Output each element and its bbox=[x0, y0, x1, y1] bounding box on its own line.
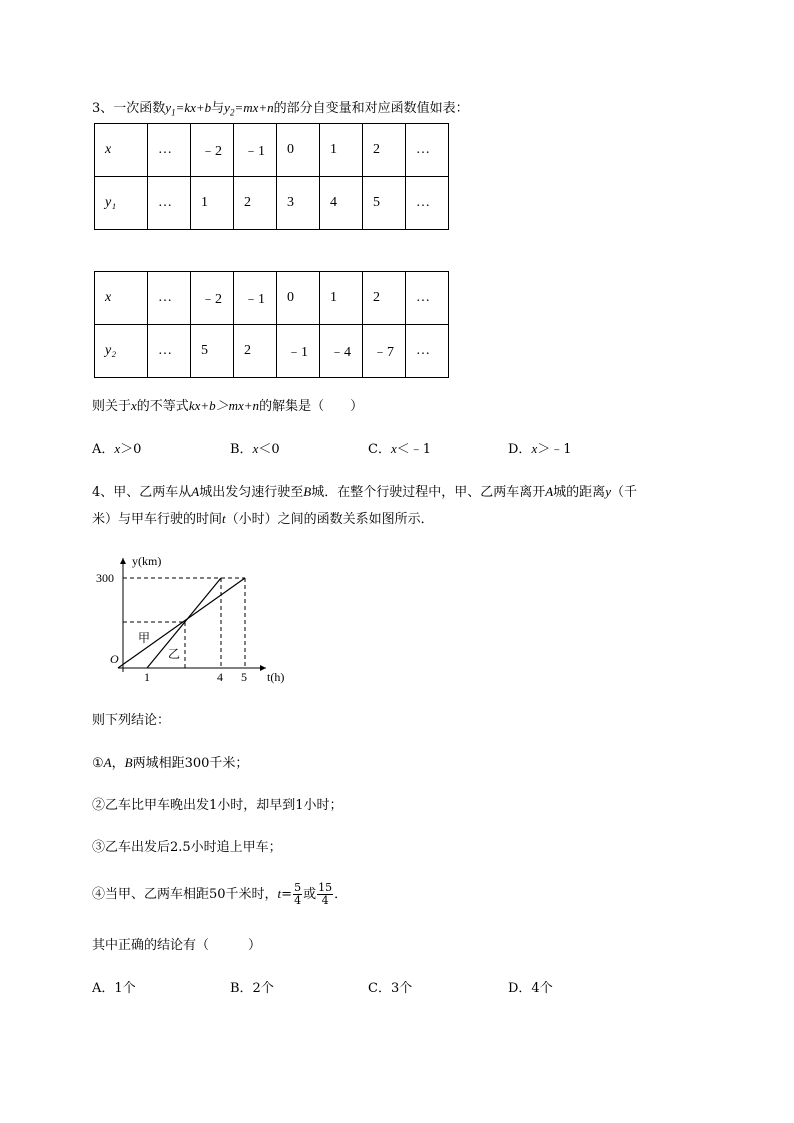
table-cell: ﹣1 bbox=[277, 325, 320, 378]
q4-text: 或 bbox=[303, 887, 317, 902]
q3-eq2: =mx+n bbox=[234, 100, 274, 115]
q3-number: 3、一次函数 bbox=[92, 101, 166, 116]
line-jia bbox=[118, 578, 245, 668]
option-var: x bbox=[531, 441, 538, 456]
q4-city-a: A bbox=[103, 755, 112, 770]
table-cell: … bbox=[406, 124, 449, 177]
x-axis-label: t(h) bbox=[267, 670, 285, 684]
fraction-numerator: 15 bbox=[318, 881, 333, 894]
q3-y2-sub: 2 bbox=[229, 107, 235, 118]
q4-which: 其中正确的结论有（ ） bbox=[92, 938, 262, 953]
option-label: C． bbox=[368, 442, 391, 457]
table-cell: … bbox=[406, 177, 449, 230]
q4-city-b: B bbox=[124, 755, 133, 770]
q3-with: 与 bbox=[211, 101, 225, 116]
q3-y1: y bbox=[165, 100, 172, 115]
origin-label: O bbox=[110, 652, 119, 666]
table-cell: 5 bbox=[363, 177, 406, 230]
q4-stem-line-2 bbox=[92, 510, 434, 529]
table-cell: 0 bbox=[277, 272, 320, 325]
q4-text: = bbox=[281, 887, 293, 902]
table-cell: 3 bbox=[277, 177, 320, 230]
table-cell: … bbox=[148, 272, 191, 325]
q3-question-part: 则关于 bbox=[92, 399, 132, 414]
line-yi bbox=[147, 578, 221, 668]
q4-city-b: B bbox=[303, 484, 312, 499]
q4-text: ． bbox=[334, 887, 348, 902]
table-cell: … bbox=[148, 124, 191, 177]
option-var: x bbox=[252, 441, 259, 456]
table-row bbox=[95, 272, 449, 325]
q3-question bbox=[92, 397, 363, 416]
x-tick-1: 1 bbox=[144, 670, 150, 684]
option-relation: ＜0 bbox=[258, 442, 280, 457]
q3-option-a[interactable] bbox=[92, 440, 141, 459]
table-cell: ﹣2 bbox=[191, 272, 234, 325]
fraction-denominator: 4 bbox=[321, 894, 329, 907]
q4-var-y: y bbox=[605, 484, 611, 499]
table-cell: … bbox=[406, 272, 449, 325]
q4-text: ， bbox=[111, 756, 125, 771]
table-cell: x bbox=[95, 124, 148, 177]
q3-question-inequality: kx+b＞mx+n bbox=[188, 398, 260, 413]
q4-text: 两城相距300千米； bbox=[132, 756, 249, 771]
table-row bbox=[95, 325, 449, 378]
option-label: A． bbox=[92, 442, 115, 457]
q4-option-b[interactable]: B．2个 bbox=[230, 981, 274, 996]
table-cell: ﹣1 bbox=[234, 124, 277, 177]
table-cell: ﹣2 bbox=[191, 124, 234, 177]
table-cell: ﹣1 bbox=[234, 272, 277, 325]
q4-conclusion-1 bbox=[92, 754, 248, 773]
q4-conclusion-3: ③乙车出发后2.5小时追上甲车； bbox=[92, 840, 282, 855]
option-relation: ＜﹣1 bbox=[396, 442, 432, 457]
q4-stem-line-1 bbox=[92, 483, 637, 502]
option-relation: ＞﹣1 bbox=[537, 442, 572, 457]
table-cell: 1 bbox=[320, 124, 363, 177]
q4-then: 则下列结论： bbox=[92, 713, 171, 728]
q4-option-d[interactable]: D．4个 bbox=[508, 981, 553, 996]
q4-text: ④当甲、乙两车相距50千米时， bbox=[92, 887, 278, 902]
option-label: D． bbox=[508, 442, 532, 457]
q3-question-part: 的解集是（ ） bbox=[259, 399, 364, 414]
table-cell: ﹣4 bbox=[320, 325, 363, 378]
q4-conclusion-2: ②乙车比甲车晚出发1小时，却早到1小时； bbox=[92, 798, 343, 813]
table-cell: 2 bbox=[363, 124, 406, 177]
q4-text: （千 bbox=[610, 485, 637, 500]
y-axis-label: y(km) bbox=[132, 554, 162, 568]
table-cell: 1 bbox=[191, 177, 234, 230]
table-cell: … bbox=[148, 325, 191, 378]
y-tick-300: 300 bbox=[96, 571, 114, 585]
q4-text: 4、甲、乙两车从 bbox=[92, 485, 192, 500]
table-cell: 2 bbox=[363, 272, 406, 325]
q4-text: （小时）之间的函数关系如图所示． bbox=[225, 512, 434, 527]
q4-city-a: A bbox=[191, 484, 200, 499]
x-tick-4: 4 bbox=[217, 670, 223, 684]
q4-var-t: t bbox=[277, 886, 282, 901]
table-cell: y₁ bbox=[95, 177, 148, 230]
label-jia: 甲 bbox=[138, 631, 151, 645]
fraction-numerator: 5 bbox=[294, 881, 302, 894]
q3-rest: 的部分自变量和对应函数值如表： bbox=[273, 101, 469, 116]
fraction-denominator: 4 bbox=[294, 894, 302, 907]
q4-text: 城．在整个行驶过程中，甲、乙两车离开 bbox=[311, 485, 546, 500]
table-cell: … bbox=[406, 325, 449, 378]
q4-var-t: t bbox=[222, 511, 226, 526]
x-tick-5: 5 bbox=[241, 670, 247, 684]
q4-text: 城出发匀速行驶至 bbox=[199, 485, 304, 500]
table-cell: 0 bbox=[277, 124, 320, 177]
table-cell: 1 bbox=[320, 272, 363, 325]
table-cell: x bbox=[95, 272, 148, 325]
label-yi: 乙 bbox=[168, 647, 181, 661]
table-cell: … bbox=[148, 177, 191, 230]
option-var: x bbox=[114, 441, 121, 456]
table-cell: y₂ bbox=[95, 325, 148, 378]
table-cell: 5 bbox=[191, 325, 234, 378]
table-cell: 2 bbox=[234, 177, 277, 230]
q4-city-a: A bbox=[545, 484, 554, 499]
conclusion-number: ① bbox=[92, 756, 104, 771]
q4-option-c[interactable]: C．3个 bbox=[368, 981, 413, 996]
q3-y2: y bbox=[224, 100, 230, 115]
q4-distance-time-graph bbox=[90, 550, 300, 690]
q3-table-2 bbox=[94, 271, 449, 378]
q3-option-b[interactable] bbox=[230, 440, 280, 459]
option-relation: ＞0 bbox=[120, 442, 142, 457]
q4-conclusion-4 bbox=[92, 877, 347, 912]
q3-table-1 bbox=[94, 123, 449, 230]
q3-question-part: 的不等式 bbox=[136, 399, 189, 414]
fraction-15-4 bbox=[317, 882, 333, 907]
q3-question-var: x bbox=[131, 398, 137, 413]
fraction-5-4 bbox=[293, 882, 302, 907]
q3-stem bbox=[92, 99, 469, 122]
q3-y1-sub: 1 bbox=[171, 107, 176, 118]
q3-option-c[interactable] bbox=[368, 440, 431, 459]
q4-option-a[interactable]: A．1个 bbox=[92, 981, 136, 996]
q4-text: 米）与甲车行驶的时间 bbox=[92, 512, 223, 527]
table-cell: 4 bbox=[320, 177, 363, 230]
option-label: B． bbox=[230, 442, 253, 457]
table-row bbox=[95, 124, 449, 177]
q3-option-d[interactable] bbox=[508, 440, 572, 459]
q3-eq1: =kx+b bbox=[175, 100, 212, 115]
q4-text: 城的距离 bbox=[553, 485, 606, 500]
table-cell: 2 bbox=[234, 325, 277, 378]
table-cell: ﹣7 bbox=[363, 325, 406, 378]
option-var: x bbox=[390, 441, 397, 456]
table-row bbox=[95, 177, 449, 230]
